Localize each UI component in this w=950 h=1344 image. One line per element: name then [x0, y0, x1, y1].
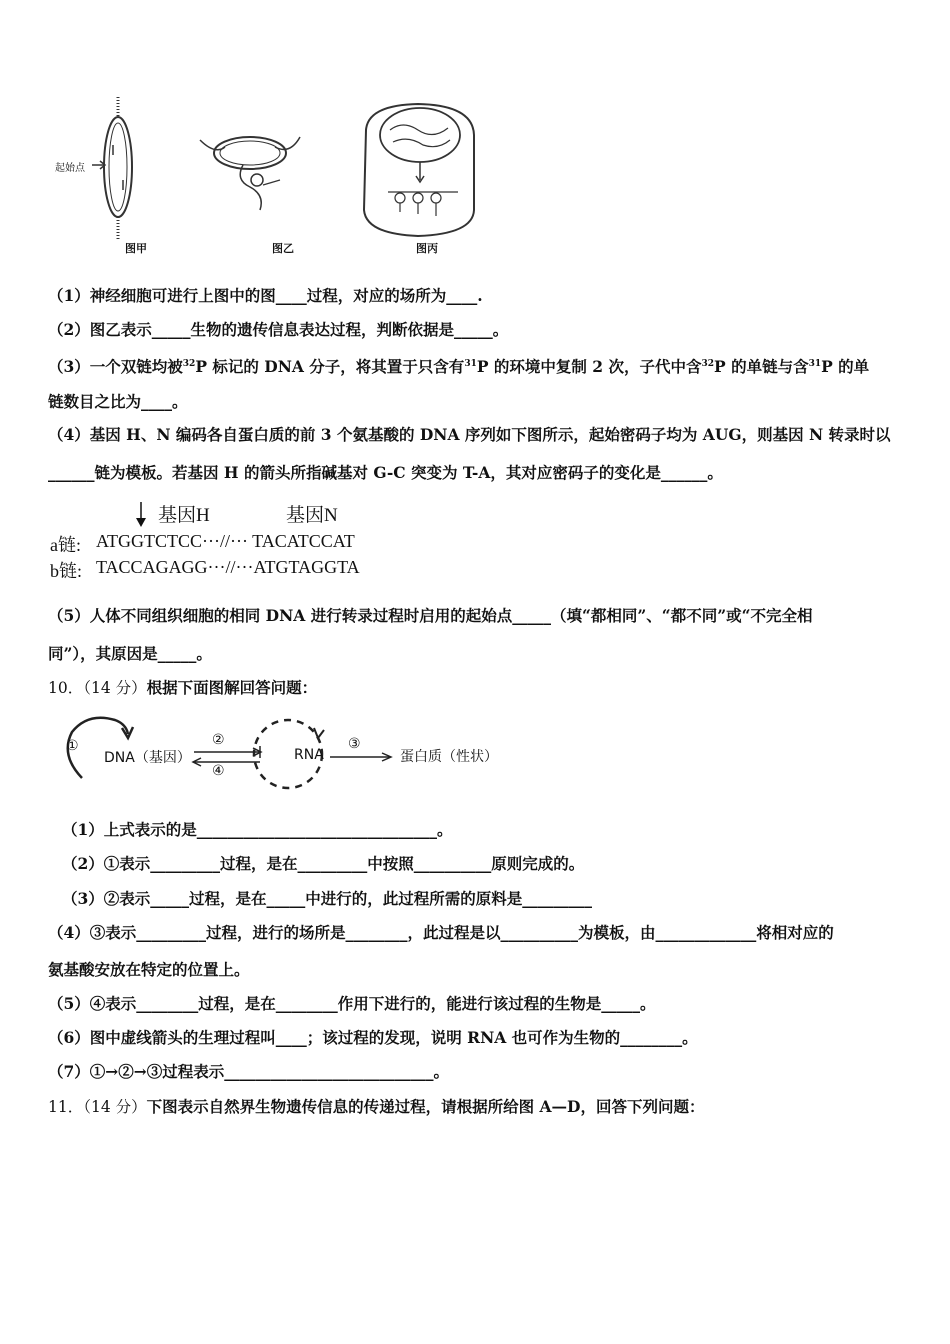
- gene-n-label: 基因N: [286, 505, 338, 526]
- eukaryotic-cell-diagram: [358, 100, 480, 240]
- q10-part7: （7）①→②→③过程表示___________________________。: [48, 1062, 450, 1081]
- figure-panel: [50, 95, 480, 260]
- a-strand-sequence: ATGGTCTCC···//··· TACATCCAT: [96, 531, 355, 551]
- step4-label: ④: [212, 763, 225, 779]
- q9-part4-cont: ______链为模板。若基因 H 的箭头所指碱基对 G-C 突变为 T-A，其对应密码子的变化是______。: [48, 463, 723, 482]
- step1-label: ①: [66, 738, 79, 754]
- q11-title: 下图表示自然界生物遗传信息的传递过程，请根据所给图 A—D，回答下列问题：: [146, 1097, 705, 1116]
- q9-p3-sup-b: 31: [464, 359, 477, 369]
- step3-label: ③: [348, 736, 361, 752]
- q9-part1: （1）神经细胞可进行上图中的图____过程，对应的场所为____.: [48, 286, 483, 305]
- q9-p3-sup-d: 31: [808, 359, 822, 369]
- q9-part4: （4）基因 H、N 编码各自蛋白质的前 3 个氨基酸的 DNA 序列如下图所示，起始密码子均为 AUG，则基因 N 转录时以: [48, 425, 891, 444]
- q11-header: [48, 1097, 705, 1117]
- q10-part5: （5）④表示________过程，是在________作用下进行的，能进行该过程的生物是_____。: [48, 994, 656, 1013]
- q10-header: [48, 678, 317, 698]
- q9-part5-cont: 同”），其原因是_____。: [48, 644, 212, 663]
- q9-part3-cont: 链数目之比为____。: [48, 392, 188, 411]
- q10-part2: （2）①表示_________过程，是在_________中按照__________原则完成的。: [62, 854, 585, 873]
- q10-part4: （4）③表示_________过程，进行的场所是________，此过程是以__________为模板，由_____________将相对应的: [48, 923, 834, 942]
- q9-p3-text-c: P 的环境中复制 2 次，子代中含: [476, 357, 702, 376]
- b-strand-sequence: TACCAGAGG···//···ATGTAGGTA: [96, 557, 360, 577]
- caption-yi: 图乙: [272, 242, 294, 255]
- q10-title: 根据下面图解回答问题：: [146, 678, 318, 697]
- q9-p3-text-b: P 标记的 DNA 分子，将其置于只含有: [195, 357, 465, 376]
- protein-label: 蛋白质（性状）: [400, 749, 498, 765]
- q9-p3-sup-a: 32: [182, 359, 196, 369]
- central-dogma-diagram: [60, 710, 520, 790]
- q10-part6: （6）图中虚线箭头的生理过程叫____；该过程的发现，说明 RNA 也可作为生物的________。: [48, 1028, 698, 1047]
- q10-part3: （3）②表示_____过程，是在_____中进行的，此过程所需的原料是_________: [62, 889, 593, 908]
- q9-p3-sup-c: 32: [701, 359, 715, 369]
- q9-part5: （5）人体不同组织细胞的相同 DNA 进行转录过程时启用的起始点_____（填“都相同”、“都不同”或“不完全相: [48, 606, 813, 625]
- rna-label: RNA: [294, 747, 324, 763]
- q10-part4-cont: 氨基酸安放在特定的位置上。: [48, 960, 250, 979]
- gene-h-label: 基因H: [158, 505, 210, 526]
- q9-part2: （2）图乙表示_____生物的遗传信息表达过程，判断依据是_____。: [48, 320, 509, 339]
- q9-p3-text-a: （3）一个双链均被: [48, 357, 183, 376]
- bacterial-expression-diagram: [195, 125, 305, 215]
- q10-part1: （1）上式表示的是_______________________________。: [62, 820, 453, 839]
- caption-bing: 图丙: [416, 242, 438, 255]
- origin-label: 起始点: [55, 163, 85, 174]
- a-strand-label: a链:: [50, 535, 81, 555]
- gene-sequence-figure: [50, 498, 390, 582]
- q9-part3: [48, 354, 869, 377]
- q9-p3-text-e: P 的单: [821, 357, 870, 376]
- down-arrow-icon: [135, 502, 147, 528]
- b-strand-label: b链:: [50, 561, 83, 581]
- q11-number: 11．（14 分）: [48, 1098, 147, 1116]
- caption-jia: 图甲: [125, 242, 147, 255]
- q9-p3-text-d: P 的单链与含: [714, 357, 809, 376]
- q10-number: 10．（14 分）: [48, 679, 147, 697]
- step2-label: ②: [212, 732, 225, 748]
- dna-label: DNA（基因）: [104, 750, 191, 766]
